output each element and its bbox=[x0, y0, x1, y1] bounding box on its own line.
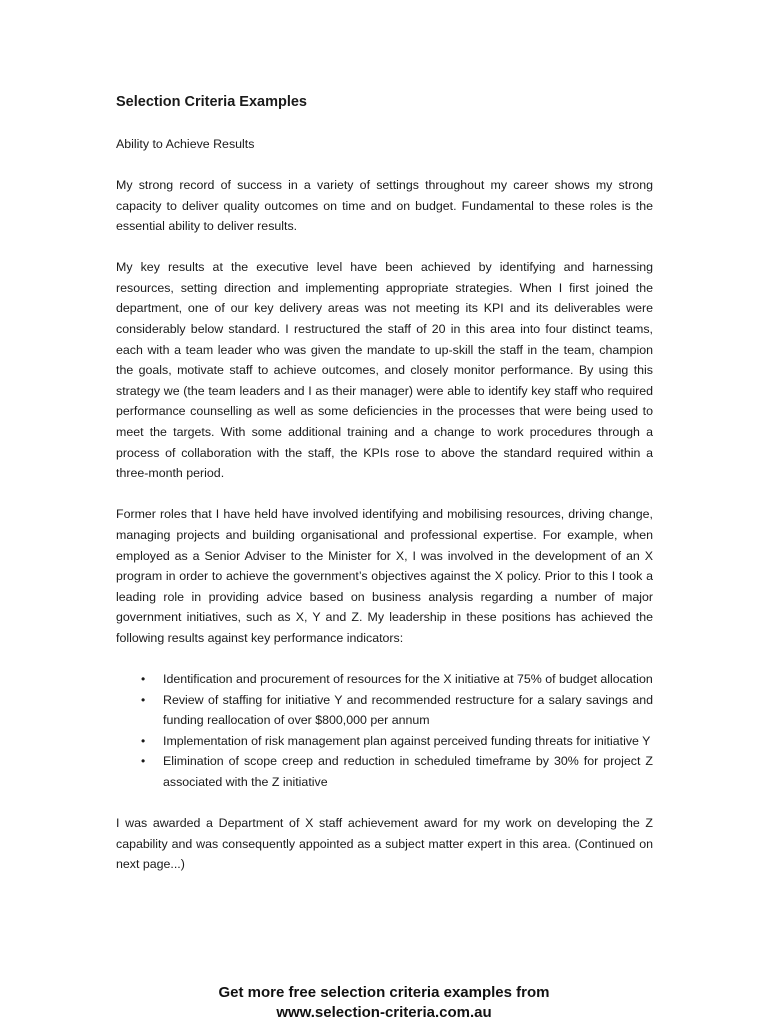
paragraph-intro: My strong record of success in a variety of settings throughout my career shows my strong capacity to deliver quality outcomes on time and on budget. Fundamental to these roles is the essential ability to deliver results. bbox=[116, 178, 653, 234]
paragraph-key-results: My key results at the executive level have been achieved by identifying and harnessing resources, setting direction and implementing appropriate strategies. When I first joined the department, one of our key delivery areas was not meeting its KPI and its deliverables were considerably below standard. I restructured the staff of 20 in this area into four distinct teams, each with a team leader who was given the mandate to up-skill the staff in the team, champion the goals, motivate staff to achieve outcomes, and closely monitor performance. By using this strategy we (the team leaders and I as their manager) were able to identify key staff who required performance counselling as well as some deficiencies in the processes that were being used to meet the targets. With some additional training and a change to work procedures through a process of collaboration with the staff, the KPIs rose to above the standard required within a three-month period. bbox=[116, 260, 653, 481]
results-bullet-list bbox=[116, 669, 653, 793]
paragraph-former-roles: Former roles that I have held have involved identifying and mobilising resources, driving change, managing projects and building organisational and professional expertise. For example, when employed as a Senior Adviser to the Minister for X, I was involved in the development of an X program in order to achieve the government’s objectives against the X policy. Prior to this I took a leading role in providing advice based on business analysis regarding a number of major government initiatives, such as X, Y and Z. My leadership in these positions has achieved the following results against key performance indicators: bbox=[116, 507, 653, 645]
footer-website-link[interactable]: www.selection-criteria.com.au bbox=[276, 1004, 492, 1021]
list-item-text: Elimination of scope creep and reduction in scheduled timeframe by 30% for project Z associated with the Z initiative bbox=[163, 754, 653, 789]
section-subtitle: Ability to Achieve Results bbox=[116, 137, 255, 151]
bullet-icon: • bbox=[141, 671, 146, 686]
list-item bbox=[116, 751, 653, 792]
list-item bbox=[116, 669, 653, 690]
list-item-text: Review of staffing for initiative Y and recommended restructure for a salary savings and funding reallocation of over $800,000 per annum bbox=[163, 692, 653, 728]
list-item-text: Implementation of risk management plan against perceived funding threats for initiative Y bbox=[163, 733, 651, 748]
bullet-icon: • bbox=[141, 754, 146, 769]
footer-promo bbox=[0, 983, 768, 1023]
paragraph-closing: I was awarded a Department of X staff achievement award for my work on developing the Z capability and was consequently appointed as a subject matter expert in this area. (Continued on next page...) bbox=[116, 816, 653, 872]
document-page bbox=[116, 92, 653, 895]
bullet-icon: • bbox=[141, 692, 146, 707]
list-item-text: Identification and procurement of resources for the X initiative at 75% of budget allocation bbox=[163, 671, 653, 686]
page-title: Selection Criteria Examples bbox=[116, 94, 307, 110]
list-item bbox=[116, 731, 653, 752]
footer-line-1: Get more free selection criteria examples from bbox=[218, 984, 550, 1001]
bullet-icon: • bbox=[141, 733, 146, 748]
list-item bbox=[116, 690, 653, 731]
